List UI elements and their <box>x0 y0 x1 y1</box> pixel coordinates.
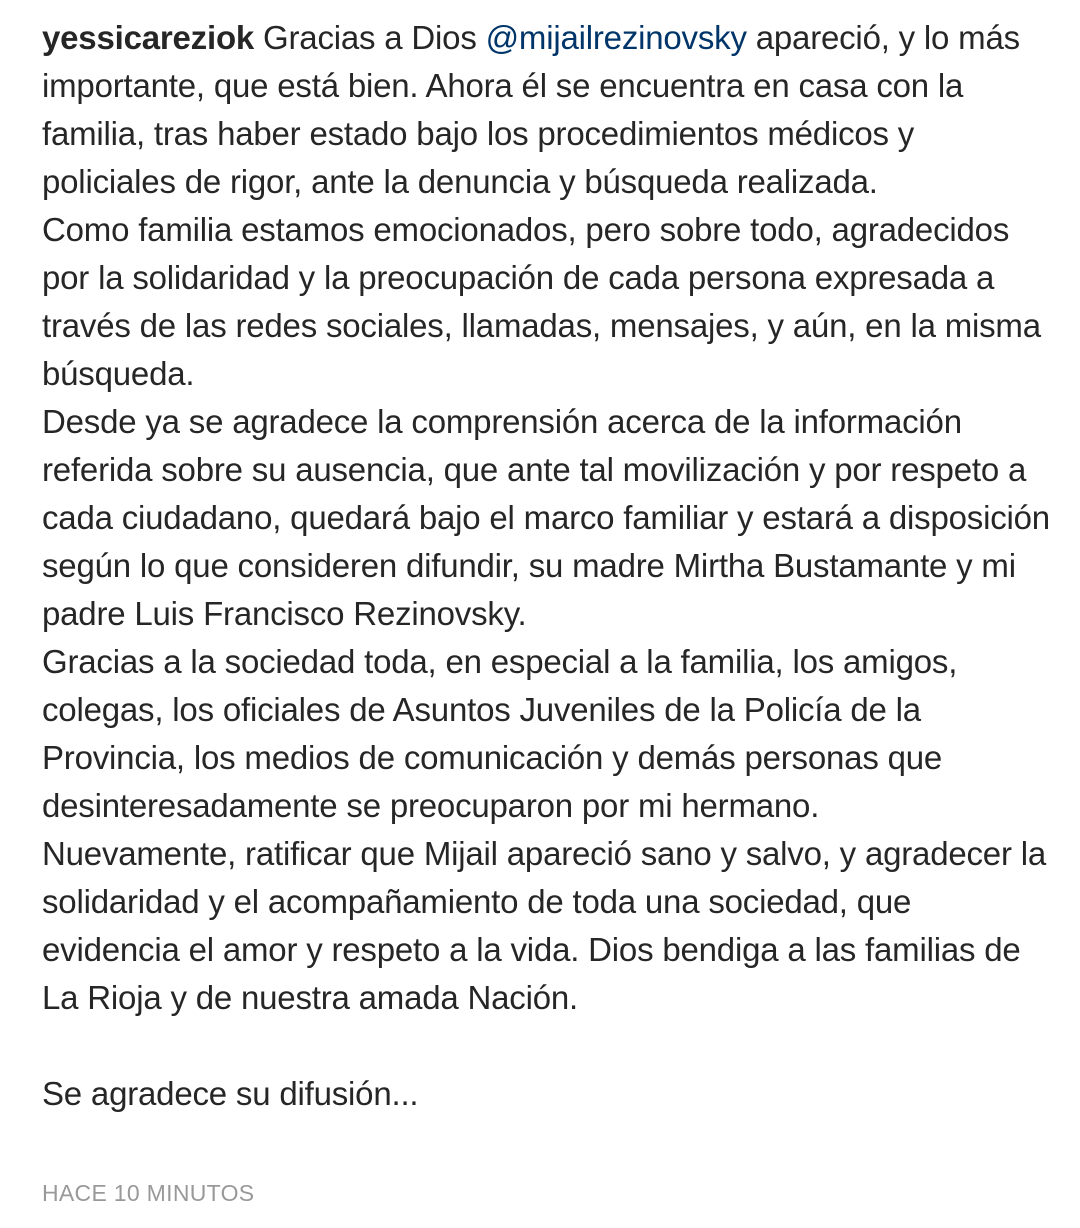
post-timestamp: HACE 10 MINUTOS <box>42 1180 255 1206</box>
caption-paragraph-5: Nuevamente, ratificar que Mijail apareció sano y salvo, y agradecer la solidaridad y el acompañamiento de toda una sociedad, que evidencia el amor y respeto a la vida. Dios bendiga a las familias de La Rioja y de nuestra amada Nación. <box>42 835 1047 1016</box>
post-caption <box>42 14 1052 1118</box>
caption-paragraph-1 <box>42 14 1052 206</box>
caption-paragraph-3: Desde ya se agradece la comprensión acerca de la información referida sobre su ausencia, que ante tal movilización y por respeto a cada ciudadano, quedará bajo el marco familiar y estará a disposición según lo que consideren difundir, su madre Mirtha Bustamante y mi padre Luis Francisco Rezinovsky. <box>42 403 1050 632</box>
caption-closing: Se agradece su difusión... <box>42 1075 419 1112</box>
caption-lead-text: Gracias a Dios <box>263 19 477 56</box>
username-link[interactable]: yessicareziok <box>42 19 255 56</box>
caption-paragraph-2: Como familia estamos emocionados, pero sobre todo, agradecidos por la solidaridad y la preocupación de cada persona expresada a través de las redes sociales, llamadas, mensajes, y aún, en la misma búsqueda. <box>42 211 1041 392</box>
mention-link[interactable]: @mijailrezinovsky <box>485 19 747 56</box>
caption-after-mention: apareció, y lo más importante, que está bien. Ahora él se encuentra en casa con la familia, tras haber estado bajo los procedimientos médicos y policiales de rigor, ante la denuncia y búsqueda realizada. <box>42 19 1020 200</box>
caption-paragraph-4: Gracias a la sociedad toda, en especial a la familia, los amigos, colegas, los oficiales de Asuntos Juveniles de la Policía de la Provincia, los medios de comunicación y demás personas que desinteresadamente se preocuparon por mi hermano. <box>42 643 958 824</box>
caption-spacer <box>42 1022 1052 1070</box>
